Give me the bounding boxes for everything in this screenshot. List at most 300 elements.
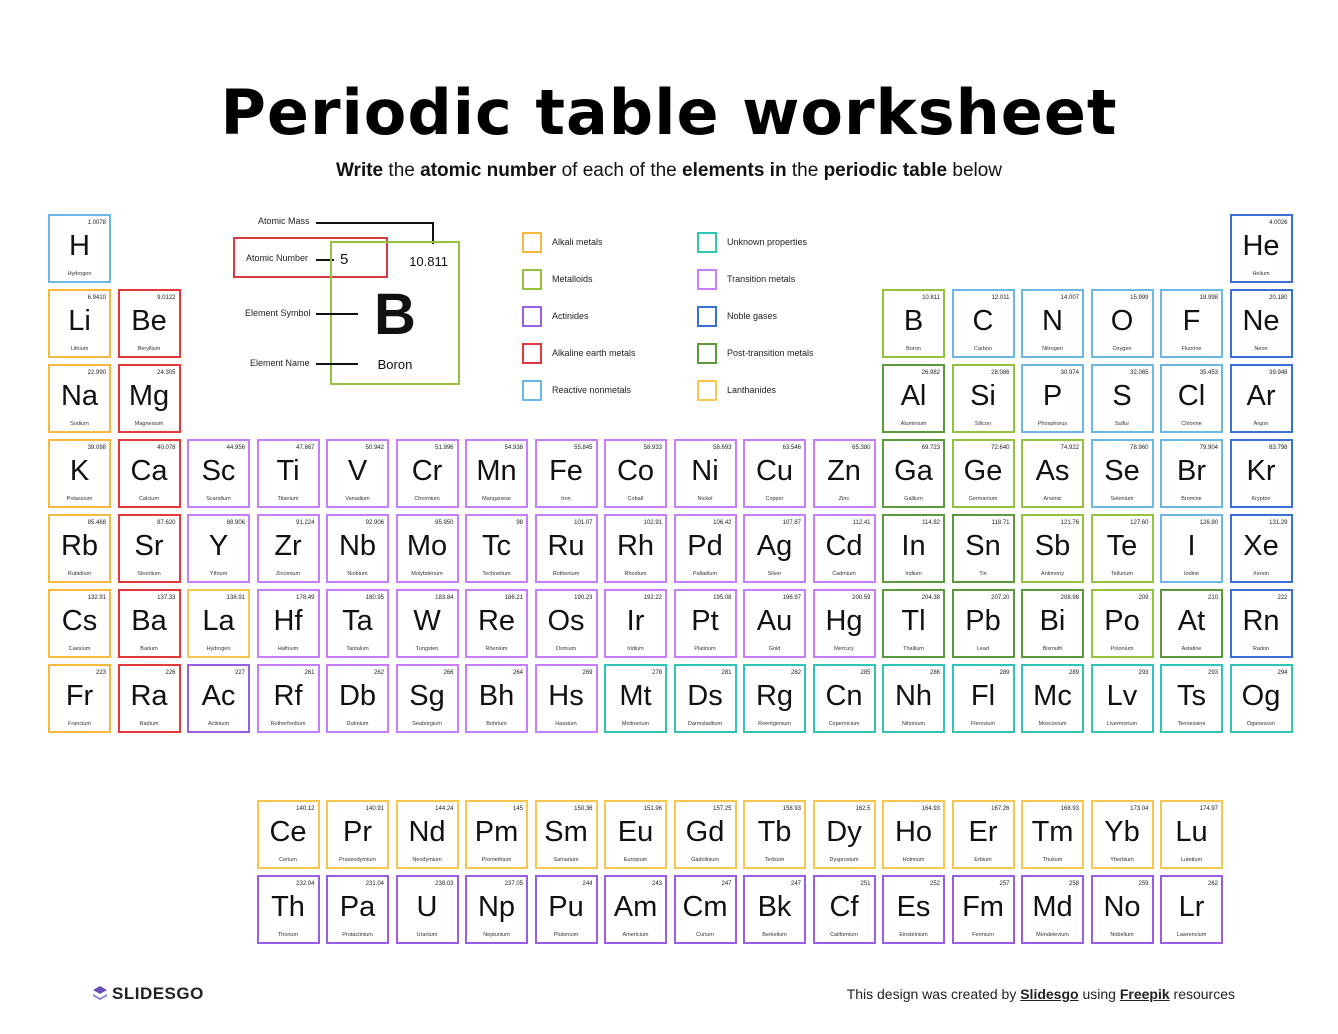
element-mass: 278 (651, 670, 662, 676)
element-cell-no[interactable] (1091, 875, 1154, 944)
element-cell-se[interactable] (1091, 439, 1154, 508)
subtitle-part: Write (335, 160, 384, 181)
element-cell-s[interactable] (1091, 364, 1154, 433)
element-cell-np[interactable] (465, 875, 528, 944)
element-symbol: B (903, 305, 924, 337)
element-mass: 121.76 (1060, 520, 1079, 526)
element-cell-k[interactable] (48, 439, 111, 508)
credit-text-pre: This design was created by (846, 986, 1021, 1002)
element-mass: 226 (165, 670, 176, 676)
element-cell-mt[interactable] (604, 664, 667, 733)
element-cell-sb[interactable] (1021, 514, 1084, 583)
element-symbol: Mc (1033, 680, 1072, 712)
element-cell-ti[interactable] (257, 439, 320, 508)
element-name: Nihonium (901, 721, 926, 727)
legend-label: Metalloids (552, 274, 593, 284)
key-example-name: Boron (377, 357, 413, 372)
element-cell-au[interactable] (743, 589, 806, 658)
element-cell-co[interactable] (604, 439, 667, 508)
element-symbol: Pu (548, 891, 584, 923)
element-symbol: Rf (273, 680, 303, 712)
element-symbol: Er (968, 816, 998, 848)
element-cell-sg[interactable] (396, 664, 459, 733)
element-cell-rg[interactable] (743, 664, 806, 733)
element-cell-la[interactable] (187, 589, 250, 658)
element-mass: 74.922 (1060, 445, 1079, 451)
element-cell-w[interactable] (396, 589, 459, 658)
element-mass: 257 (999, 881, 1010, 887)
element-name: Fluorine (1181, 346, 1202, 352)
element-cell-he[interactable] (1230, 214, 1293, 283)
element-mass: 196.97 (782, 595, 801, 601)
element-symbol: Ge (963, 455, 1003, 487)
element-name: Praseodymium (339, 857, 376, 863)
element-name: Bromine (1181, 496, 1202, 502)
element-cell-mn[interactable] (465, 439, 528, 508)
element-cell-h[interactable] (48, 214, 111, 283)
element-cell-yb[interactable] (1091, 800, 1154, 869)
element-symbol: Og (1241, 680, 1281, 712)
element-cell-tc[interactable] (465, 514, 528, 583)
element-symbol: Zr (274, 530, 302, 562)
element-cell-bk[interactable] (743, 875, 806, 944)
element-cell-cn[interactable] (813, 664, 876, 733)
element-cell-cs[interactable] (48, 589, 111, 658)
element-cell-o[interactable] (1091, 289, 1154, 358)
element-symbol: Fl (970, 680, 996, 712)
element-mass: 32.065 (1130, 370, 1149, 376)
element-mass: 79.904 (1199, 445, 1218, 451)
element-cell-ce[interactable] (257, 800, 320, 869)
element-symbol: Rg (755, 680, 794, 712)
element-cell-ar[interactable] (1230, 364, 1293, 433)
element-mass: 190.23 (574, 595, 593, 601)
element-mass: 6.9410 (87, 295, 106, 301)
element-mass: 69.723 (921, 445, 940, 451)
element-symbol: Rn (1242, 605, 1280, 637)
element-name: Lawrencium (1176, 932, 1207, 938)
element-cell-ne[interactable] (1230, 289, 1293, 358)
element-name: Dysprosium (829, 857, 859, 863)
element-mass: 258 (1068, 881, 1079, 887)
element-name: Niobium (347, 571, 368, 577)
element-symbol: Ca (130, 455, 168, 487)
element-cell-db[interactable] (326, 664, 389, 733)
element-cell-ni[interactable] (674, 439, 737, 508)
element-name: Actinium (207, 721, 230, 727)
element-name: Rhenium (485, 646, 508, 652)
element-mass: 232.04 (296, 881, 315, 887)
page-title: Periodic table worksheet (220, 76, 1118, 149)
element-cell-ba[interactable] (118, 589, 181, 658)
element-name: Zinc (838, 496, 850, 502)
subtitle-part: atomic number (420, 160, 557, 181)
element-name: Aluminium (900, 421, 927, 427)
freepik-link[interactable]: Freepik (1119, 986, 1170, 1002)
element-mass: 209 (1138, 595, 1149, 601)
element-name: Ruthenium (552, 571, 580, 577)
element-symbol: Ne (1242, 305, 1280, 337)
element-cell-re[interactable] (465, 589, 528, 658)
element-cell-ds[interactable] (674, 664, 737, 733)
element-cell-rf[interactable] (257, 664, 320, 733)
element-cell-as[interactable] (1021, 439, 1084, 508)
element-symbol: Pm (474, 816, 519, 848)
element-symbol: Mn (476, 455, 517, 487)
element-name: Radon (1252, 646, 1270, 652)
element-mass: 40.078 (157, 445, 176, 451)
element-cell-cr[interactable] (396, 439, 459, 508)
element-mass: 244 (582, 881, 593, 887)
element-symbol: At (1177, 605, 1206, 637)
element-cell-bh[interactable] (465, 664, 528, 733)
element-name: Cobalt (627, 496, 644, 502)
element-name: Sodium (70, 421, 89, 427)
element-symbol: Pr (343, 816, 372, 848)
element-cell-cl[interactable] (1160, 364, 1223, 433)
element-cell-y[interactable] (187, 514, 250, 583)
element-cell-cd[interactable] (813, 514, 876, 583)
legend-swatch (522, 232, 542, 253)
element-name: Bismuth (1042, 646, 1063, 652)
element-name: Zirconium (275, 571, 301, 577)
element-cell-pm[interactable] (465, 800, 528, 869)
element-symbol: Ir (626, 605, 645, 637)
element-symbol: Pd (687, 530, 723, 562)
element-mass: 55.845 (574, 445, 593, 451)
element-cell-gd[interactable] (674, 800, 737, 869)
element-name: Indium (905, 571, 922, 577)
element-symbol: Kr (1246, 455, 1276, 487)
element-cell-sr[interactable] (118, 514, 181, 583)
legend-swatch (697, 306, 717, 327)
element-mass: 95.950 (435, 520, 454, 526)
element-name: Nobelium (1110, 932, 1134, 938)
element-name: Phosphorus (1037, 421, 1068, 427)
element-cell-kr[interactable] (1230, 439, 1293, 508)
element-cell-cu[interactable] (743, 439, 806, 508)
element-symbol: Eu (617, 816, 654, 848)
element-name: Curium (696, 932, 714, 938)
element-mass: 200.59 (852, 595, 871, 601)
element-mass: 140.12 (296, 806, 315, 812)
legend-swatch (522, 380, 542, 401)
legend-swatch (697, 269, 717, 290)
element-symbol: F (1182, 305, 1201, 337)
element-mass: 208.98 (1060, 595, 1079, 601)
element-mass: 264 (512, 670, 523, 676)
element-mass: 222 (1277, 595, 1288, 601)
element-name: Lithium (70, 346, 89, 352)
element-cell-zr[interactable] (257, 514, 320, 583)
key-example-mass: 10.811 (409, 254, 448, 269)
element-cell-cf[interactable] (813, 875, 876, 944)
element-cell-mo[interactable] (396, 514, 459, 583)
element-symbol: O (1110, 305, 1134, 337)
element-cell-i[interactable] (1160, 514, 1223, 583)
element-symbol: Fm (962, 891, 1004, 923)
element-name: Lead (976, 646, 990, 652)
element-name: Meitnerium (621, 721, 650, 727)
element-cell-rn[interactable] (1230, 589, 1293, 658)
element-cell-te[interactable] (1091, 514, 1154, 583)
element-cell-es[interactable] (882, 875, 945, 944)
element-cell-p[interactable] (1021, 364, 1084, 433)
element-symbol: Si (970, 380, 996, 412)
element-name: Fermium (972, 932, 994, 938)
key-example-number: 5 (340, 251, 349, 268)
element-mass: 167.26 (991, 806, 1010, 812)
element-mass: 259 (1138, 881, 1149, 887)
element-mass: 210 (1207, 595, 1218, 601)
element-cell-tl[interactable] (882, 589, 945, 658)
element-symbol: Re (477, 605, 516, 637)
element-cell-sc[interactable] (187, 439, 250, 508)
element-cell-zn[interactable] (813, 439, 876, 508)
element-cell-ra[interactable] (118, 664, 181, 733)
element-mass: 101.07 (574, 520, 593, 526)
element-cell-br[interactable] (1160, 439, 1223, 508)
element-name: Hassium (555, 721, 577, 727)
element-mass: 22.990 (87, 370, 106, 376)
element-mass: 98 (516, 520, 523, 526)
element-name: Oganesson (1246, 721, 1276, 727)
element-mass: 131.29 (1269, 520, 1288, 526)
legend-label: Alkaline earth metals (552, 348, 636, 358)
element-name: Boron (906, 346, 921, 352)
element-cell-th[interactable] (257, 875, 320, 944)
element-cell-mg[interactable] (118, 364, 181, 433)
element-name: Neptunium (483, 932, 510, 938)
element-name: Dubnium (346, 721, 369, 727)
element-symbol: Sg (409, 680, 445, 712)
element-cell-fl[interactable] (952, 664, 1015, 733)
element-cell-nb[interactable] (326, 514, 389, 583)
element-symbol: Hf (273, 605, 303, 637)
element-mass: 24.305 (157, 370, 176, 376)
element-name: Xenon (1253, 571, 1269, 577)
element-mass: 92.906 (365, 520, 384, 526)
element-symbol: Mt (619, 680, 652, 712)
element-cell-xe[interactable] (1230, 514, 1293, 583)
element-name: Magnesium (134, 421, 164, 427)
element-cell-am[interactable] (604, 875, 667, 944)
element-mass: 293 (1207, 670, 1218, 676)
element-cell-er[interactable] (952, 800, 1015, 869)
element-symbol: K (69, 455, 90, 487)
element-cell-v[interactable] (326, 439, 389, 508)
element-cell-mc[interactable] (1021, 664, 1084, 733)
element-name: Iron (561, 496, 571, 502)
element-cell-po[interactable] (1091, 589, 1154, 658)
element-cell-lu[interactable] (1160, 800, 1223, 869)
element-cell-na[interactable] (48, 364, 111, 433)
element-mass: 173.04 (1130, 806, 1149, 812)
element-cell-sn[interactable] (952, 514, 1015, 583)
element-cell-nd[interactable] (396, 800, 459, 869)
element-name: Krypton (1251, 496, 1271, 502)
element-name: Promethium (481, 857, 512, 863)
element-name: Copper (765, 496, 784, 502)
element-cell-nh[interactable] (882, 664, 945, 733)
element-name: Osmium (555, 646, 577, 652)
element-cell-u[interactable] (396, 875, 459, 944)
legend-label: Reactive nonmetals (552, 385, 632, 395)
element-name: Hafnium (277, 646, 299, 652)
element-cell-c[interactable] (952, 289, 1015, 358)
element-mass: 251 (860, 881, 871, 887)
element-symbol: In (901, 530, 926, 562)
element-symbol: Mo (406, 530, 448, 562)
element-symbol: Ag (756, 530, 793, 562)
element-symbol: Cr (411, 455, 443, 487)
element-name: Titanium (277, 496, 299, 502)
legend-swatch (522, 269, 542, 290)
element-name: Nickel (697, 496, 713, 502)
element-symbol: Am (613, 891, 658, 923)
element-cell-ru[interactable] (535, 514, 598, 583)
element-symbol: Tm (1031, 816, 1074, 848)
element-cell-cm[interactable] (674, 875, 737, 944)
element-cell-ca[interactable] (118, 439, 181, 508)
element-cell-hf[interactable] (257, 589, 320, 658)
element-mass: 83.798 (1269, 445, 1288, 451)
element-cell-ho[interactable] (882, 800, 945, 869)
element-symbol: Ba (131, 605, 167, 637)
element-cell-hg[interactable] (813, 589, 876, 658)
element-cell-ac[interactable] (187, 664, 250, 733)
element-cell-fm[interactable] (952, 875, 1015, 944)
element-cell-si[interactable] (952, 364, 1015, 433)
element-name: Bohrium (486, 721, 507, 727)
element-mass: 174.97 (1199, 806, 1218, 812)
element-name: Sulfur (1114, 421, 1130, 427)
element-mass: 227 (234, 670, 245, 676)
element-cell-pa[interactable] (326, 875, 389, 944)
element-cell-pu[interactable] (535, 875, 598, 944)
element-cell-at[interactable] (1160, 589, 1223, 658)
element-mass: 102.91 (643, 520, 662, 526)
element-cell-pd[interactable] (674, 514, 737, 583)
legend-label: Post-transition metals (727, 348, 814, 358)
element-mass: 281 (721, 670, 732, 676)
element-cell-ts[interactable] (1160, 664, 1223, 733)
element-symbol: Ce (269, 816, 307, 848)
element-name: Platinum (694, 646, 716, 652)
element-mass: 252 (929, 881, 940, 887)
element-cell-al[interactable] (882, 364, 945, 433)
element-mass: 14.007 (1060, 295, 1079, 301)
element-name: Moscovium (1038, 721, 1067, 727)
element-cell-pt[interactable] (674, 589, 737, 658)
element-cell-in[interactable] (882, 514, 945, 583)
element-cell-pb[interactable] (952, 589, 1015, 658)
element-cell-be[interactable] (118, 289, 181, 358)
element-cell-sm[interactable] (535, 800, 598, 869)
key-element-symbol-line (316, 313, 358, 315)
element-cell-bi[interactable] (1021, 589, 1084, 658)
element-cell-ir[interactable] (604, 589, 667, 658)
element-mass: 195.08 (713, 595, 732, 601)
element-cell-b[interactable] (882, 289, 945, 358)
element-cell-ge[interactable] (952, 439, 1015, 508)
element-mass: 72.640 (991, 445, 1010, 451)
element-name: Chlorine (1181, 421, 1202, 427)
element-cell-ag[interactable] (743, 514, 806, 583)
element-symbol: No (1103, 891, 1141, 923)
element-symbol: S (1112, 380, 1132, 412)
element-cell-tb[interactable] (743, 800, 806, 869)
element-symbol: Lu (1175, 816, 1208, 848)
element-cell-ga[interactable] (882, 439, 945, 508)
element-cell-md[interactable] (1021, 875, 1084, 944)
element-cell-ta[interactable] (326, 589, 389, 658)
element-symbol: As (1035, 455, 1070, 487)
element-cell-hs[interactable] (535, 664, 598, 733)
element-cell-os[interactable] (535, 589, 598, 658)
element-cell-dy[interactable] (813, 800, 876, 869)
element-cell-n[interactable] (1021, 289, 1084, 358)
element-mass: 178.49 (296, 595, 315, 601)
element-cell-li[interactable] (48, 289, 111, 358)
element-symbol: Cm (682, 891, 728, 923)
element-symbol: Cu (755, 455, 794, 487)
element-mass: 180.95 (365, 595, 384, 601)
element-cell-pr[interactable] (326, 800, 389, 869)
key-atomic-mass-line (316, 222, 434, 224)
element-symbol: Te (1106, 530, 1138, 562)
element-mass: 269 (582, 670, 593, 676)
credit-text-mid: using (1078, 986, 1120, 1002)
element-name: Tungsten (415, 646, 439, 652)
element-symbol: Sm (544, 816, 588, 848)
element-mass: 140.91 (365, 806, 384, 812)
element-cell-tm[interactable] (1021, 800, 1084, 869)
element-symbol: Cd (825, 530, 863, 562)
element-cell-lr[interactable] (1160, 875, 1223, 944)
slidesgo-link[interactable]: Slidesgo (1020, 986, 1079, 1002)
element-cell-rh[interactable] (604, 514, 667, 583)
element-mass: 231.04 (365, 881, 384, 887)
element-name: Mendelevium (1036, 932, 1069, 938)
element-name: Helium (1252, 271, 1270, 277)
legend-label: Alkali metals (552, 237, 603, 247)
element-cell-fe[interactable] (535, 439, 598, 508)
key-element-symbol-label: Element Symbol (245, 308, 311, 318)
element-cell-fr[interactable] (48, 664, 111, 733)
element-symbol: Sc (201, 455, 236, 487)
element-symbol: Cs (61, 605, 98, 637)
element-mass: 112.41 (852, 520, 871, 526)
element-mass: 266 (443, 670, 454, 676)
element-cell-f[interactable] (1160, 289, 1223, 358)
element-symbol: Tl (901, 605, 926, 637)
element-cell-rb[interactable] (48, 514, 111, 583)
element-cell-lv[interactable] (1091, 664, 1154, 733)
element-name: Gallium (904, 496, 923, 502)
element-name: Rutherfordium (270, 721, 306, 727)
element-cell-eu[interactable] (604, 800, 667, 869)
element-mass: 158.93 (782, 806, 801, 812)
element-symbol: Po (1104, 605, 1140, 637)
element-symbol: Ga (894, 455, 933, 487)
element-mass: 126.90 (1199, 520, 1218, 526)
slidesgo-logo-icon (92, 985, 108, 1001)
element-name: Californium (830, 932, 858, 938)
element-cell-og[interactable] (1230, 664, 1293, 733)
element-symbol: Hs (548, 680, 584, 712)
element-name: Seaborgium (412, 721, 442, 727)
